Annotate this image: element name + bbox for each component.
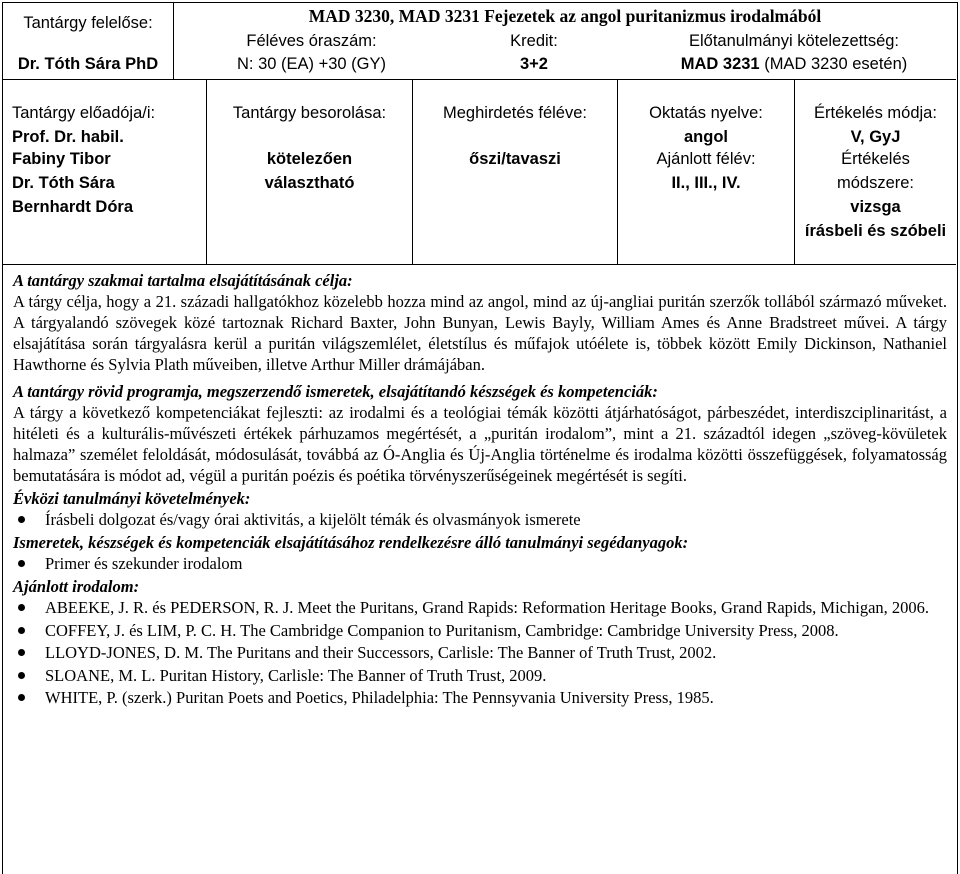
course-details	[13, 265, 947, 710]
responsible-cell	[3, 3, 173, 79]
classification-line-2: választható	[264, 174, 355, 192]
requirements-list	[13, 509, 947, 530]
prerequisite-code: MAD 3231	[680, 55, 760, 73]
bullet-icon	[18, 627, 25, 634]
semester-label: Meghirdetés féléve:	[443, 104, 587, 122]
lecturer-4: Bernhardt Dóra	[12, 198, 134, 216]
prerequisite-label: Előtanulmányi kötelezettség:	[688, 32, 900, 50]
lecturer-2: Fabiny Tibor	[12, 150, 111, 168]
language-value: angol	[684, 128, 728, 146]
credit-value: 3+2	[520, 55, 548, 73]
course-header	[3, 3, 956, 80]
program-heading: A tantárgy rövid programja, megszerzendő ismeretek, elsajátítandó készségek és kompetenciák:	[13, 382, 658, 401]
literature-list	[13, 597, 947, 708]
classification-cell	[206, 80, 412, 264]
list-item	[13, 509, 947, 530]
reference-text: ABEEKE, J. R. és PEDERSON, R. J. Meet the Puritans, Grand Rapids: Reformation Heritage Books, Grand Rapids, Michigan, 2006.	[45, 598, 930, 617]
bullet-icon	[18, 604, 25, 611]
materials-list	[13, 553, 947, 574]
semester-cell	[412, 80, 617, 264]
hours-value: N: 30 (EA) +30 (GY)	[236, 55, 386, 73]
reference-text: SLOANE, M. L. Puritan History, Carlisle: The Banner of Truth Trust, 2009.	[45, 665, 547, 685]
responsible-name: Dr. Tóth Sára PhD	[17, 55, 159, 73]
list-item	[13, 597, 947, 618]
hours-label: Féléves óraszám:	[246, 32, 377, 50]
prerequisite-value	[634, 54, 954, 74]
requirement-text: Írásbeli dolgozat és/vagy órai aktivitás, a kijelölt témák és olvasmányok ismerete	[45, 510, 581, 529]
requirements-heading: Évközi tanulmányi követelmények:	[13, 489, 251, 508]
course-info-row	[3, 80, 956, 265]
lecturers-label: Tantárgy előadója/i:	[12, 104, 156, 122]
reference-text: COFFEY, J. és LIM, P. C. H. The Cambridge Companion to Puritanism, Cambridge: Cambridge University Press, 2008.	[45, 620, 839, 640]
classification-label: Tantárgy besorolása:	[232, 104, 387, 122]
program-text: A tárgy a következő kompetenciákat fejleszti: az irodalmi és a teológiai témák közötti átjárhatóságot, párbeszédet, interdiszciplinaritást, a hitéleti és a kulturális-művészeti értékek párhuzamos megértését, a „puritán irodalom”, mint a 21. századtól idegen „szöveg-kövületek halmaza” személet feloldását, módosulását, továbbá az Ó-Anglia és Új-Anglia történelme és irodalma közötti összefüggések, folyamatosság bemutatására is módot ad, végül a puritán poézis és poétika törvényszerűségeinek megértését is segíti.	[13, 403, 947, 485]
lecturer-1: Prof. Dr. habil.	[12, 128, 124, 146]
prerequisite-note: (MAD 3230 esetén)	[759, 55, 908, 73]
language-cell	[617, 80, 794, 264]
literature-heading: Ajánlott irodalom:	[13, 577, 140, 596]
lecturer-3: Dr. Tóth Sára	[12, 174, 115, 192]
evaluation-mode-value: V, GyJ	[850, 128, 901, 146]
semester-value: őszi/tavaszi	[469, 150, 561, 168]
evaluation-method-label-2: módszere:	[836, 174, 915, 192]
list-item	[13, 620, 947, 641]
course-title: MAD 3230, MAD 3231 Fejezetek az angol puritanizmus irodalmából	[308, 6, 822, 26]
list-item	[13, 687, 947, 708]
bullet-icon	[18, 516, 25, 523]
lecturers-cell	[3, 80, 206, 264]
evaluation-method-value-1: vizsga	[850, 198, 901, 216]
course-description-sheet	[2, 2, 958, 874]
goal-heading: A tantárgy szakmai tartalma elsajátításának célja:	[13, 271, 353, 290]
bullet-icon	[18, 694, 25, 701]
prerequisite-cell	[634, 31, 954, 74]
language-label: Oktatás nyelve:	[649, 104, 763, 122]
recommended-semester-label: Ajánlott félév:	[656, 150, 756, 168]
recommended-semester-value: II., III., IV.	[671, 174, 741, 192]
evaluation-method-value-2: írásbeli és szóbeli	[804, 222, 947, 240]
credit-label: Kredit:	[510, 32, 558, 50]
classification-line-1: kötelezően	[266, 150, 353, 168]
materials-heading: Ismeretek, készségek és kompetenciák elsajátításához rendelkezésre álló tanulmányi segédanyagok:	[13, 533, 689, 552]
evaluation-mode-label: Értékelés módja:	[814, 104, 937, 122]
header-right	[173, 3, 956, 79]
responsible-label: Tantárgy felelőse:	[23, 14, 153, 32]
reference-text: WHITE, P. (szerk.) Puritan Poets and Poetics, Philadelphia: The Pennsyvania University Press, 1985.	[45, 688, 714, 707]
material-text: Primer és szekunder irodalom	[45, 554, 243, 573]
bullet-icon	[18, 672, 25, 679]
reference-text: LLOYD-JONES, D. M. The Puritans and their Successors, Carlisle: The Banner of Truth Trust, 2002.	[45, 643, 717, 662]
evaluation-method-label-1: Értékelés	[841, 150, 910, 168]
credit-cell	[449, 31, 619, 74]
goal-text: A tárgy célja, hogy a 21. századi hallgatókhoz közelebb hozza mind az angol, mind az új-angliai puritán szerzők tollából származó műveket. A tárgyalandó szövegek közé tartoznak Richard Baxter, John Bunyan, Lewis Bayly, William Ames és Anne Bradstreet művei. A tárgy elsajátítása során tárgyalásra kerül a puritán világszemlélet, életstílus és műfajok utóélete is, többek között Emily Dickinson, Nathaniel Hawthorne és Sylvia Plath műveiben, illetve Arthur Miller drámájában.	[13, 292, 947, 374]
list-item	[13, 553, 947, 574]
evaluation-cell	[794, 80, 956, 264]
hours-cell	[194, 31, 429, 74]
list-item	[13, 665, 947, 686]
bullet-icon	[18, 560, 25, 567]
bullet-icon	[18, 649, 25, 656]
list-item	[13, 642, 947, 663]
